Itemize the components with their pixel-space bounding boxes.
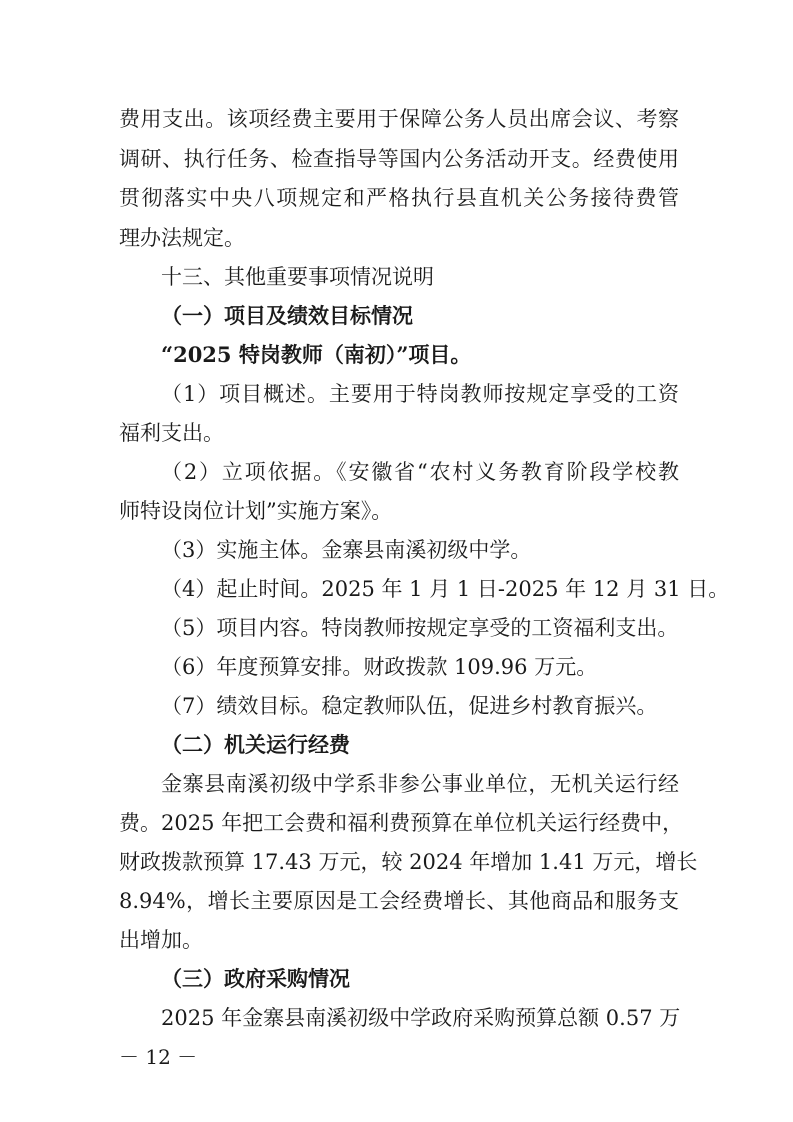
body-text-line: 金寨县南溪初级中学系非参公事业单位，无机关运行经 bbox=[161, 772, 679, 796]
section-heading: 十三、其他重要事项情况说明 bbox=[161, 265, 434, 289]
body-text-line: （6）年度预算安排。财政拨款 109.96 万元。 bbox=[161, 655, 598, 679]
body-text-line: （2）立项依据。《安徽省“农村义务教育阶段学校教 bbox=[161, 460, 679, 484]
body-text-line: 财政拨款预算 17.43 万元，较 2024 年增加 1.41 万元，增长 bbox=[119, 850, 698, 874]
subsection-heading: （一）项目及绩效目标情况 bbox=[161, 303, 413, 328]
body-text-line: （5）项目内容。特岗教师按规定享受的工资福利支出。 bbox=[161, 616, 679, 640]
body-text-line: （1）项目概述。主要用于特岗教师按规定享受的工资 bbox=[161, 382, 679, 406]
body-text-line: 福利支出。 bbox=[119, 421, 224, 445]
subsection-heading: （三）政府采购情况 bbox=[161, 966, 350, 991]
body-text-line: 8.94%，增长主要原因是工会经费增长、其他商品和服务支 bbox=[119, 889, 679, 913]
body-text-line: 理办法规定。 bbox=[119, 226, 245, 250]
body-text-line: （4）起止时间。2025 年 1 月 1 日-2025 年 12 月 31 日。 bbox=[161, 577, 730, 601]
subsection-heading: （二）机关运行经费 bbox=[161, 732, 350, 757]
project-title: “2025 特岗教师（南初）”项目。 bbox=[161, 342, 472, 367]
body-text-line: （3）实施主体。金寨县南溪初级中学。 bbox=[161, 538, 532, 562]
body-text-line: 调研、执行任务、检查指导等国内公务活动开支。经费使用 bbox=[119, 147, 679, 171]
body-text-line: 师特设岗位计划”实施方案》。 bbox=[119, 499, 393, 523]
body-text-line: 费用支出。该项经费主要用于保障公务人员出席会议、考察 bbox=[119, 107, 679, 131]
body-text-line: 费。2025 年把工会费和福利费预算在单位机关运行经费中， bbox=[119, 811, 684, 835]
page-number: － 12 － bbox=[119, 1045, 198, 1069]
body-text-line: 出增加。 bbox=[119, 928, 203, 952]
body-text-line: 贯彻落实中央八项规定和严格执行县直机关公务接待费管 bbox=[119, 186, 679, 210]
body-text-line: 2025 年金寨县南溪初级中学政府采购预算总额 0.57 万 bbox=[161, 1006, 681, 1030]
body-text-line: （7）绩效目标。稳定教师队伍，促进乡村教育振兴。 bbox=[161, 694, 658, 718]
